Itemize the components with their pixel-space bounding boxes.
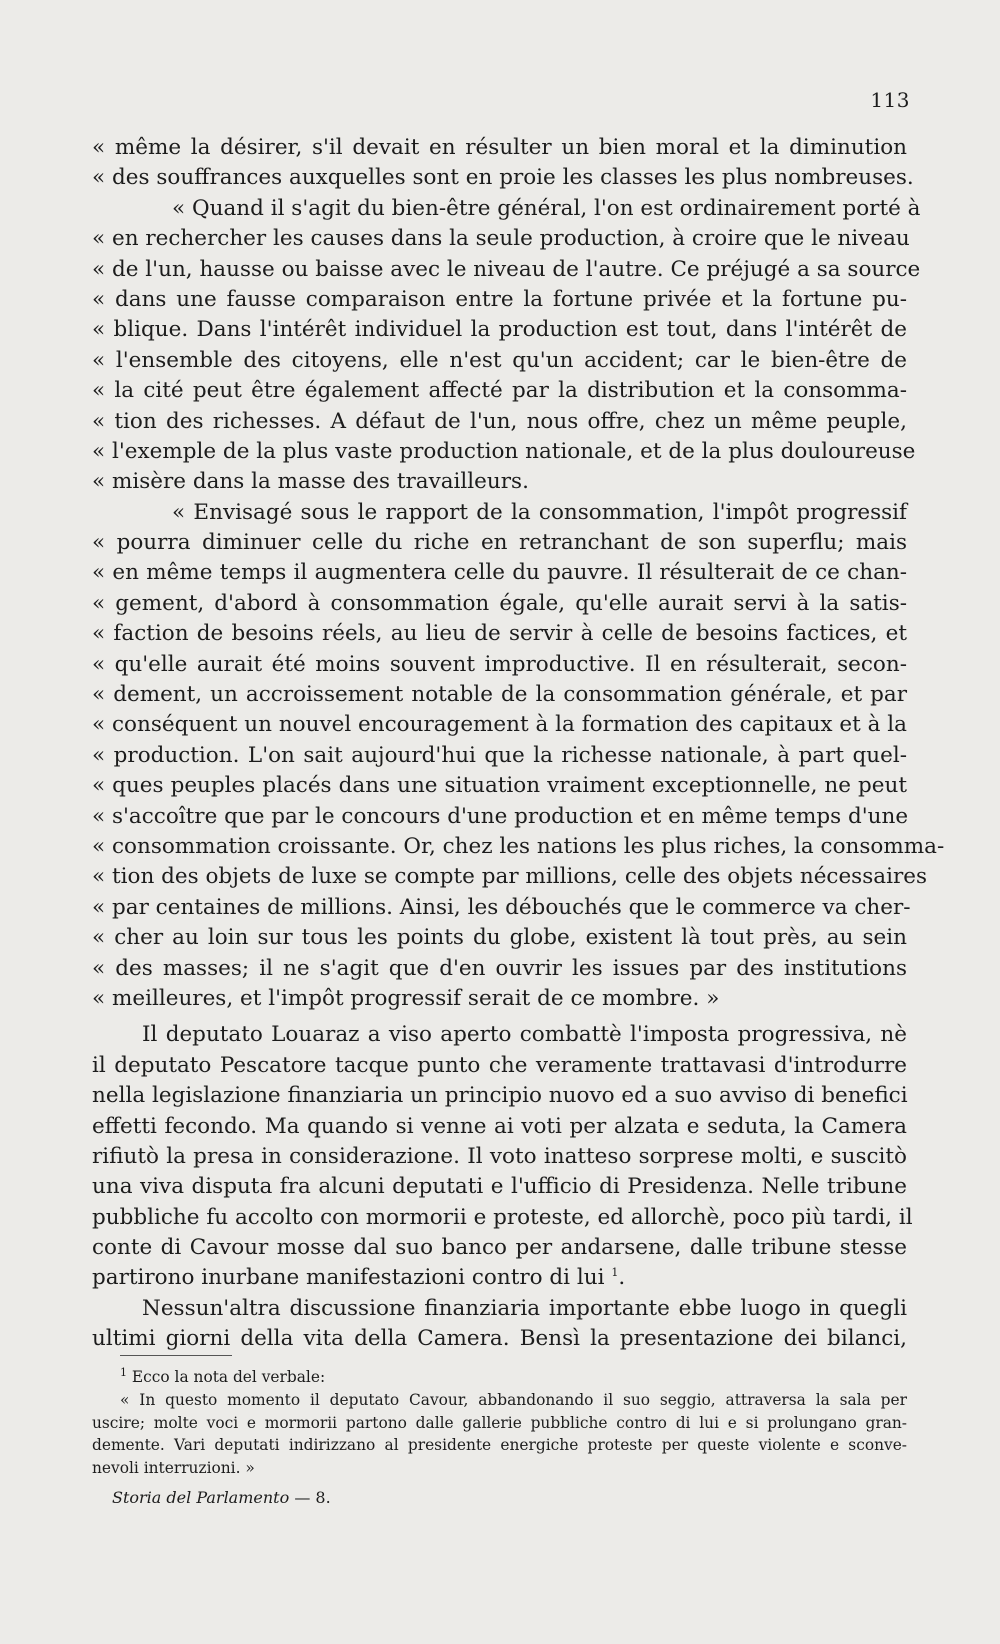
footnote-number: 1 [120,1365,127,1379]
text-line: « par centaines de millions. Ainsi, les débouchés que le commerce va cher- [92,894,911,920]
text-line: il deputato Pescatore tacque punto che veramente trattavasi d'introdurre [92,1052,907,1078]
text-line: « dement, un accroissement notable de la consommation générale, et par [92,682,907,708]
text-line: « conséquent un nouvel encouragement à la formation des capitaux et à la [92,712,907,738]
text-line: « misère dans la masse des travailleurs. [92,469,529,495]
text-line: « production. L'on sait aujourd'hui que la richesse nationale, à part quel- [92,742,907,768]
text-line: « des souffrances auxquelles sont en proie les classes les plus nombreuses. [92,165,914,191]
footnotes [92,1366,907,1480]
footnote-reference: 1 [611,1266,619,1280]
signature-title: Storia del Parlamento [112,1488,290,1507]
text-line: « pourra diminuer celle du riche en retranchant de son superflu; mais [92,530,907,556]
footnote-rule [120,1355,232,1356]
paragraph [92,194,921,498]
text-line: « en même temps il augmentera celle du pauvre. Il résulterait de ce chan- [92,560,907,586]
text-line: rifiutò la presa in considerazione. Il voto inatteso sorprese molti, e suscitò [92,1143,907,1169]
footnote-line: « In questo momento il deputato Cavour, abbandonando il suo seggio, attraversa la sala per [120,1390,907,1409]
text-line: effetti fecondo. Ma quando si venne ai voti per alzata e seduta, la Camera [92,1113,907,1139]
text-line: « qu'elle aurait été moins souvent improductive. Il en résulterait, secon- [92,651,907,677]
text-line: « tion des richesses. A défaut de l'un, nous offre, chez un même peuple, [92,408,907,434]
text-line: pubbliche fu accolto con mormorii e proteste, ed allorchè, poco più tardi, il [92,1204,913,1230]
text-line: « cher au loin sur tous les points du globe, existent là tout près, au sein [92,925,907,951]
text-line: nella legislazione finanziaria un principio nuovo ed a suo avviso di benefici [92,1083,908,1109]
text-line: Nessun'altra discussione finanziaria importante ebbe luogo in quegli [142,1295,907,1321]
paragraph [92,133,914,194]
paragraph [92,498,945,1015]
text-line: « ques peuples placés dans une situation vraiment exceptionnelle, ne peut [92,773,907,799]
text-line: Il deputato Louaraz a viso aperto combattè l'imposta progressiva, nè [142,1022,907,1048]
text-line: « l'ensemble des citoyens, elle n'est qu'un accident; car le bien-être de [92,347,907,373]
text-line: « blique. Dans l'intérêt individuel la production est tout, dans l'intérêt de [92,317,907,343]
text-line: « des masses; il ne s'agit que d'en ouvrir les issues par des institutions [92,955,907,981]
page-number: 113 [870,88,910,112]
text-line: partirono inurbane manifestazioni contro di lui $^1$. [92,1265,626,1291]
text-line: « Quand il s'agit du bien-être général, l'on est ordinairement porté à [172,195,921,221]
text-line: « l'exemple de la plus vaste production nationale, et de la plus douloureuse [92,438,916,464]
text-line: « la cité peut être également affecté par la distribution et la consomma- [92,378,907,404]
paragraph [92,1294,907,1355]
footnote-line: uscire; molte voci e mormorii partono dalle gallerie pubbliche contro di lui e si prolungano gran- [92,1413,907,1432]
paragraph [92,1020,913,1294]
text-line: conte di Cavour mosse dal suo banco per andarsene, dalle tribune stesse [92,1235,907,1261]
text-line: « s'accoître que par le concours d'une production et en même temps d'une [92,803,909,829]
text-line: « en rechercher les causes dans la seule production, à croire que le niveau [92,226,910,252]
text-line: « même la désirer, s'il devait en résulter un bien moral et la diminution [92,135,907,160]
footnote-line: nevoli interruzioni. » [92,1459,255,1478]
text-line: « dans une fausse comparaison entre la fortune privée et la fortune pu- [92,286,907,312]
text-line: « tion des objets de luxe se compte par millions, celle des objets nécessaires [92,864,927,890]
text-line: ultimi giorni della vita della Camera. Bensì la presentazione dei bilanci, [92,1326,907,1352]
signature-sheet: — 8. [294,1488,331,1507]
text-line: una viva disputa fra alcuni deputati e l'ufficio di Presidenza. Nelle tribune [92,1174,907,1200]
text-line: « faction de besoins réels, au lieu de servir à celle de besoins factices, et [92,621,907,647]
text-line: « gement, d'abord à consommation égale, qu'elle aurait servi à la satis- [92,590,907,616]
footnote-line: demente. Vari deputati indirizzano al presidente energiche proteste per queste violente e sconve- [92,1436,907,1455]
signature-mark [112,1488,331,1507]
text-line: « consommation croissante. Or, chez les nations les plus riches, la consomma- [92,833,945,859]
footnote-intro: $^1$ Ecco la nota del verbale: [120,1365,326,1386]
text-line: « Envisagé sous le rapport de la consommation, l'impôt progressif [172,499,907,525]
text-line: « meilleures, et l'impôt progressif serait de ce mombre. » [92,985,720,1011]
text-line: « de l'un, hausse ou baisse avec le niveau de l'autre. Ce préjugé a sa source [92,256,921,282]
body-text [92,133,945,1355]
